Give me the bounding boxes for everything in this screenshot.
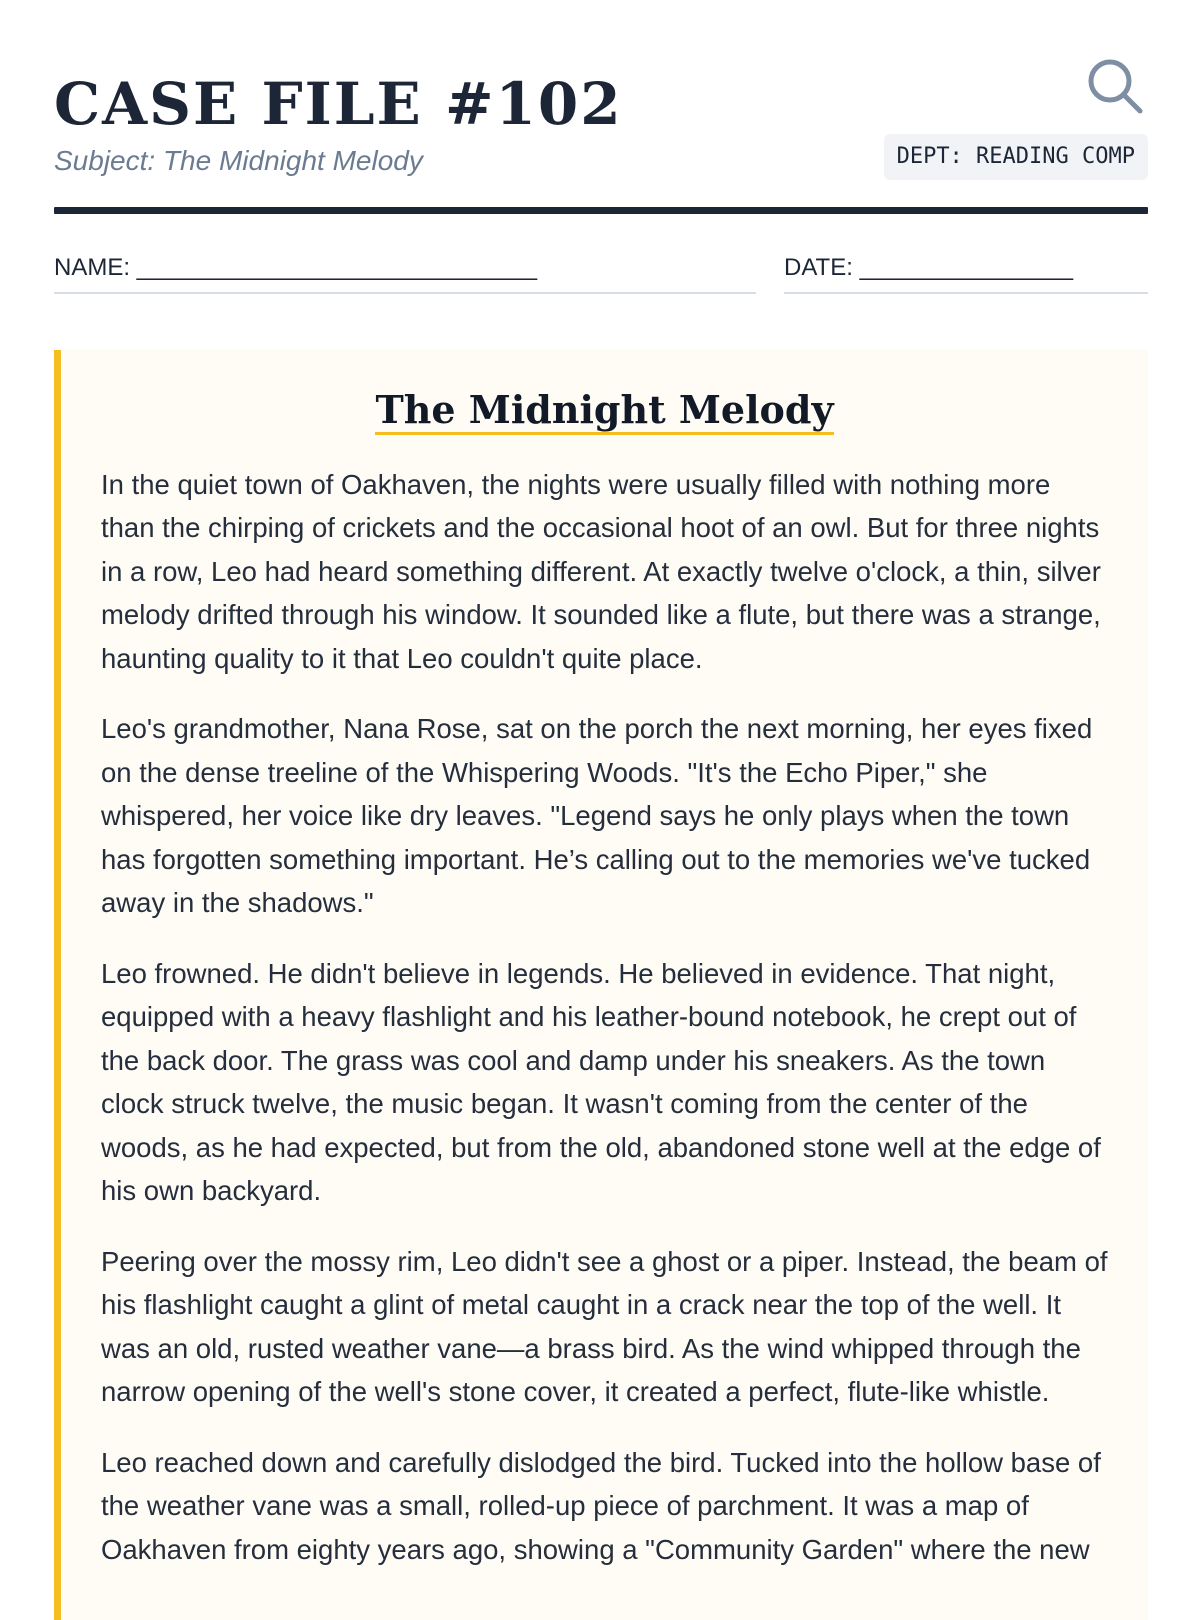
page-title: CASE FILE #102 xyxy=(54,70,623,138)
story-paragraph: Leo frowned. He didn't believe in legends. He believed in evidence. That night, equipped with a heavy flashlight and his leather-bound notebook, he crept out of the back door. The grass was cool and damp under his sneakers. As the town clock struck twelve, the music began. It wasn't coming from the center of the woods, as he had expected, but from the old, abandoned stone well at the edge of his own backyard. xyxy=(101,957,1101,1207)
page-subtitle: Subject: The Midnight Melody xyxy=(54,145,423,176)
story-paragraph: Peering over the mossy rim, Leo didn't see a ghost or a piper. Instead, the beam of his flashlight caught a glint of metal caught in a crack near the top of the well. It was an old, rusted weather vane—a brass bird. As the wind whipped through the narrow opening of the well's stone cover, it created a perfect, flute-like whistle. xyxy=(101,1245,1108,1408)
story-card xyxy=(54,350,1148,1620)
search-icon xyxy=(1086,57,1144,115)
story-title-container xyxy=(101,388,1108,435)
department-badge: DEPT: READING COMP xyxy=(884,134,1148,180)
date-field-label: DATE: ________________ xyxy=(784,254,1074,281)
story-paragraph: Leo's grandmother, Nana Rose, sat on the porch the next morning, her eyes fixed on the dense treeline of the Whispering Woods. "It's the Echo Piper," she whispered, her voice like dry leaves. "Legend says he only plays when the town has forgotten something important. He’s calling out to the memories we've tucked away in the shadows." xyxy=(101,713,1093,919)
name-field-label: NAME: ______________________________ xyxy=(54,254,538,281)
name-field[interactable] xyxy=(54,254,756,294)
date-field[interactable] xyxy=(784,254,1148,294)
story-paragraph: In the quiet town of Oakhaven, the nights were usually filled with nothing more than the chirping of crickets and the occasional hoot of an owl. But for three nights in a row, Leo had heard something different. At exactly twelve o'clock, a thin, silver melody drifted through his window. It sounded like a flute, but there was a strange, haunting quality to it that Leo couldn't quite place. xyxy=(101,468,1101,674)
story-paragraph: Leo reached down and carefully dislodged the bird. Tucked into the hollow base of the weather vane was a small, rolled-up piece of parchment. It was a map of Oakhaven from eighty years ago, showing a "Community Garden" where the new xyxy=(101,1446,1101,1565)
story-title: The Midnight Melody xyxy=(375,388,833,435)
case-header xyxy=(54,55,1148,215)
header-divider xyxy=(54,207,1148,214)
